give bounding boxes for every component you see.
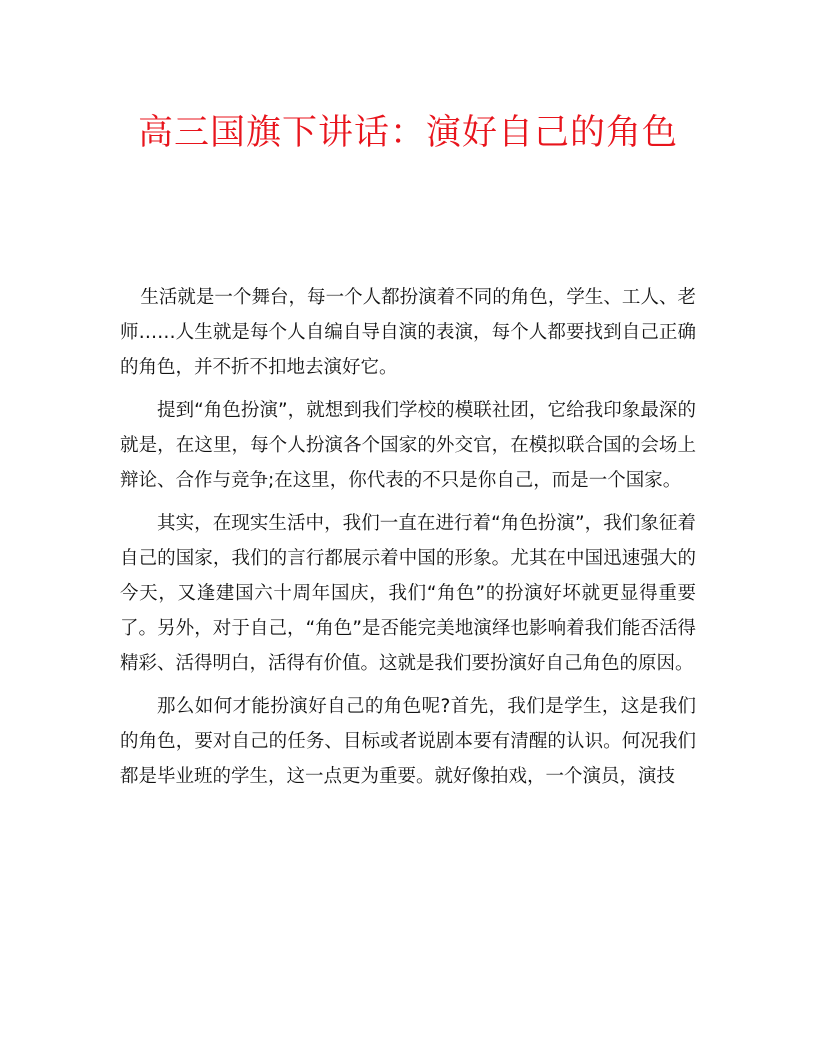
document-body	[120, 280, 696, 802]
paragraph-2: 提到“角色扮演”，就想到我们学校的模联社团，它给我印象最深的就是，在这里，每个人扮演各个国家的外交官，在模拟联合国的会场上辩论、合作与竞争;在这里，你代表的不只是你自己，而是一个国家。	[120, 400, 696, 491]
page-title: 高三国旗下讲话：演好自己的角色	[137, 113, 678, 153]
paragraph-4: 那么如何才能扮演好自己的角色呢?首先，我们是学生，这是我们的角色，要对自己的任务、目标或者说剧本要有清醒的认识。何况我们都是毕业班的学生，这一点更为重要。就好像拍戏，一个演员，演技	[120, 696, 696, 787]
paragraph-3: 其实，在现实生活中，我们一直在进行着“角色扮演”，我们象征着自己的国家，我们的言行都展示着中国的形象。尤其在中国迅速强大的今天，又逢建国六十周年国庆，我们“角色”的扮演好坏就更显得重要了。另外，对于自己，“角色”是否能完美地演绎也影响着我们能否活得精彩、活得明白，活得有价值。这就是我们要扮演好自己角色的原因。	[120, 513, 696, 674]
paragraph-1: 生活就是一个舞台，每一个人都扮演着不同的角色，学生、工人、老师……人生就是每个人自编自导自演的表演，每个人都要找到自己正确的角色，并不折不扣地去演好它。	[120, 287, 696, 378]
